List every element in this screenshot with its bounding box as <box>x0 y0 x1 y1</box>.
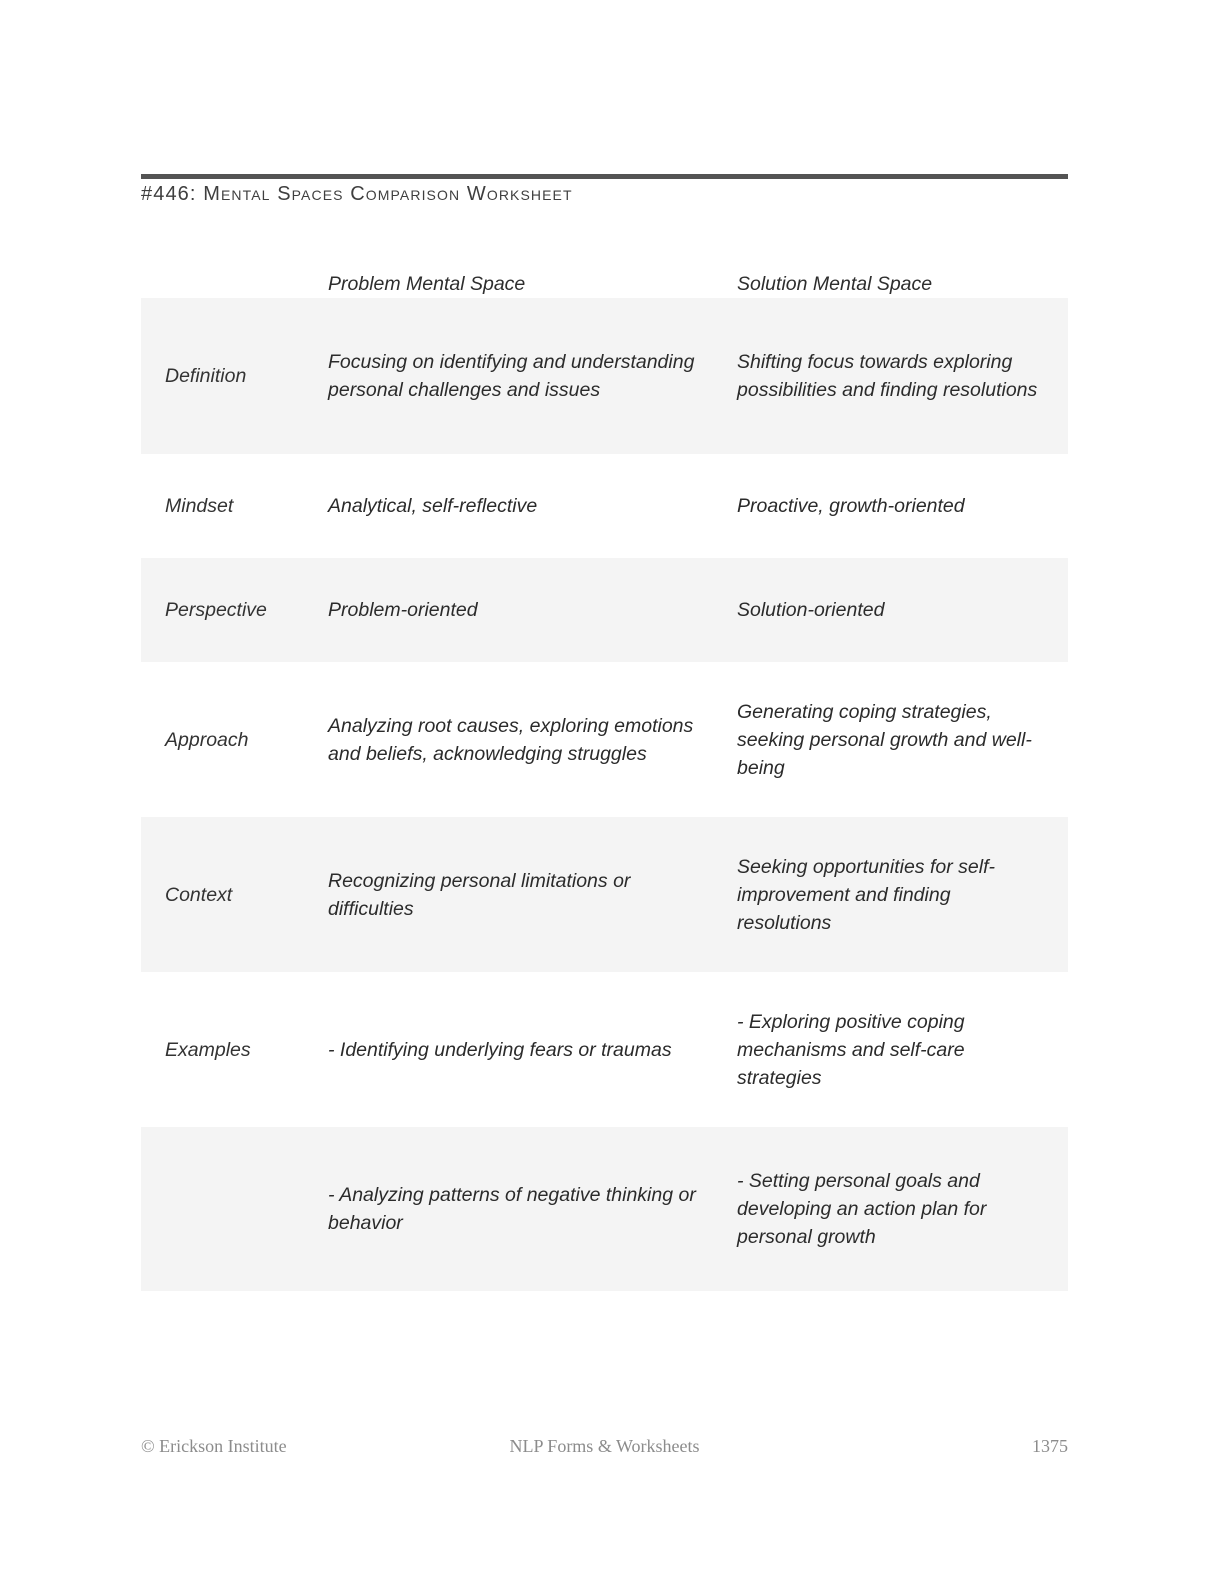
footer-copyright: © Erickson Institute <box>141 1436 287 1456</box>
row-label-examples: Examples <box>141 972 328 1127</box>
footer-collection-title: NLP Forms & Worksheets <box>509 1436 700 1456</box>
row-label-context: Context <box>141 817 328 972</box>
mental-spaces-comparison-table <box>141 270 1068 1291</box>
table-row <box>141 817 1068 972</box>
column-header-problem-mental-space: Problem Mental Space <box>328 273 526 295</box>
cell-perspective-solution: Solution-oriented <box>737 558 1068 662</box>
column-header-attribute <box>141 270 328 298</box>
row-label-perspective: Perspective <box>141 558 328 662</box>
footer-page-number: 1375 <box>1032 1436 1068 1456</box>
table-row <box>141 972 1068 1127</box>
table-row <box>141 454 1068 558</box>
cell-definition-problem: Focusing on identifying and understanding personal challenges and issues <box>328 298 737 454</box>
table-row <box>141 298 1068 454</box>
row-label-examples-continued <box>141 1127 328 1291</box>
cell-examples-problem: - Identifying underlying fears or traumas <box>328 972 737 1127</box>
cell-approach-solution: Generating coping strategies, seeking personal growth and well-being <box>737 662 1068 817</box>
cell-mindset-solution: Proactive, growth-oriented <box>737 454 1068 558</box>
cell-context-solution: Seeking opportunities for self-improvement and finding resolutions <box>737 817 1068 972</box>
cell-perspective-problem: Problem-oriented <box>328 558 737 662</box>
row-label-definition: Definition <box>141 298 328 454</box>
table-row <box>141 558 1068 662</box>
table-row <box>141 662 1068 817</box>
cell-approach-problem: Analyzing root causes, exploring emotions and beliefs, acknowledging struggles <box>328 662 737 817</box>
table-row <box>141 1127 1068 1291</box>
row-label-mindset: Mindset <box>141 454 328 558</box>
cell-examples-solution: - Exploring positive coping mechanisms and self-care strategies <box>737 972 1068 1127</box>
table-header-row <box>141 270 1068 298</box>
page-footer <box>141 1436 1068 1462</box>
cell-definition-solution: Shifting focus towards exploring possibilities and finding resolutions <box>737 298 1068 454</box>
cell-examples-continued-problem: - Analyzing patterns of negative thinking or behavior <box>328 1127 737 1291</box>
cell-mindset-problem: Analytical, self-reflective <box>328 454 737 558</box>
cell-context-problem: Recognizing personal limitations or difficulties <box>328 817 737 972</box>
row-label-approach: Approach <box>141 662 328 817</box>
cell-examples-continued-solution: - Setting personal goals and developing an action plan for personal growth <box>737 1127 1068 1291</box>
page-title: #446: Mental Spaces Comparison Worksheet <box>141 183 573 205</box>
title-divider-rule <box>141 174 1068 179</box>
column-header-solution-mental-space: Solution Mental Space <box>737 273 933 295</box>
